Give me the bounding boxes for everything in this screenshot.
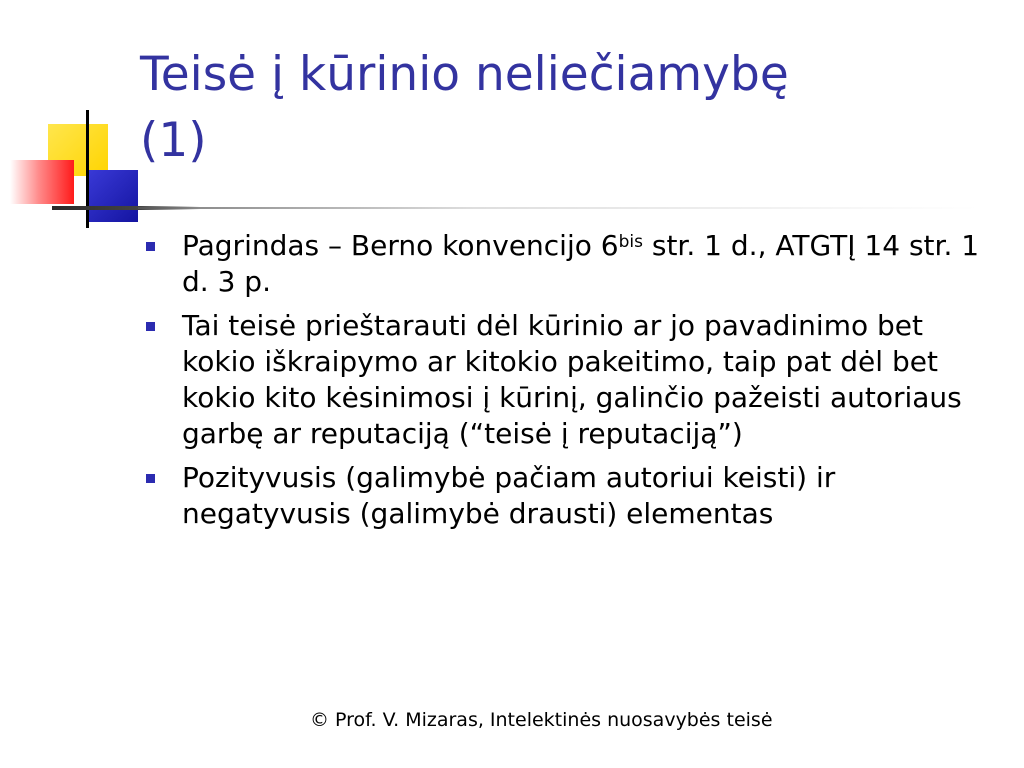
- bullet-item: [144, 228, 1004, 300]
- logo-vertical-line: [86, 110, 89, 228]
- logo-red-square: [10, 160, 74, 204]
- bullet-list: [144, 228, 1004, 540]
- square-bullet-icon: [146, 474, 155, 483]
- slide-title: [140, 42, 1000, 174]
- bullet-text-post: str. 1 d., ATGTĮ 14 str. 1 d. 3 p.: [182, 229, 980, 298]
- bullet-text: Tai teisė prieštarauti dėl kūrinio ar jo pavadinimo bet kokio iškraipymo ar kitokio pakeitimo, taip pat dėl bet kokio kito kėsinimosi į kūrinį, galinčio pažeisti autoriaus garbę ar reputaciją (“teisė į reputaciją”): [182, 309, 962, 450]
- square-bullet-icon: [146, 242, 155, 251]
- slide-title-line1: Teisė į kūrinio neliečiamybę: [140, 47, 789, 102]
- slide-title-line2: (1): [140, 113, 207, 168]
- bullet-superscript: bis: [618, 232, 643, 252]
- logo-blue-square: [86, 170, 138, 222]
- bullet-item: [144, 308, 1004, 452]
- slide-footer: © Prof. V. Mizaras, Intelektinės nuosavybės teisė: [310, 709, 773, 731]
- bullet-item: [144, 460, 1004, 532]
- bullet-text-pre: Pagrindas – Berno konvencijo 6: [182, 229, 619, 262]
- bullet-text: Pozityvusis (galimybė pačiam autoriui keisti) ir negatyvusis (galimybė drausti) elementas: [182, 461, 836, 530]
- square-bullet-icon: [146, 322, 155, 331]
- title-underline: [138, 207, 978, 209]
